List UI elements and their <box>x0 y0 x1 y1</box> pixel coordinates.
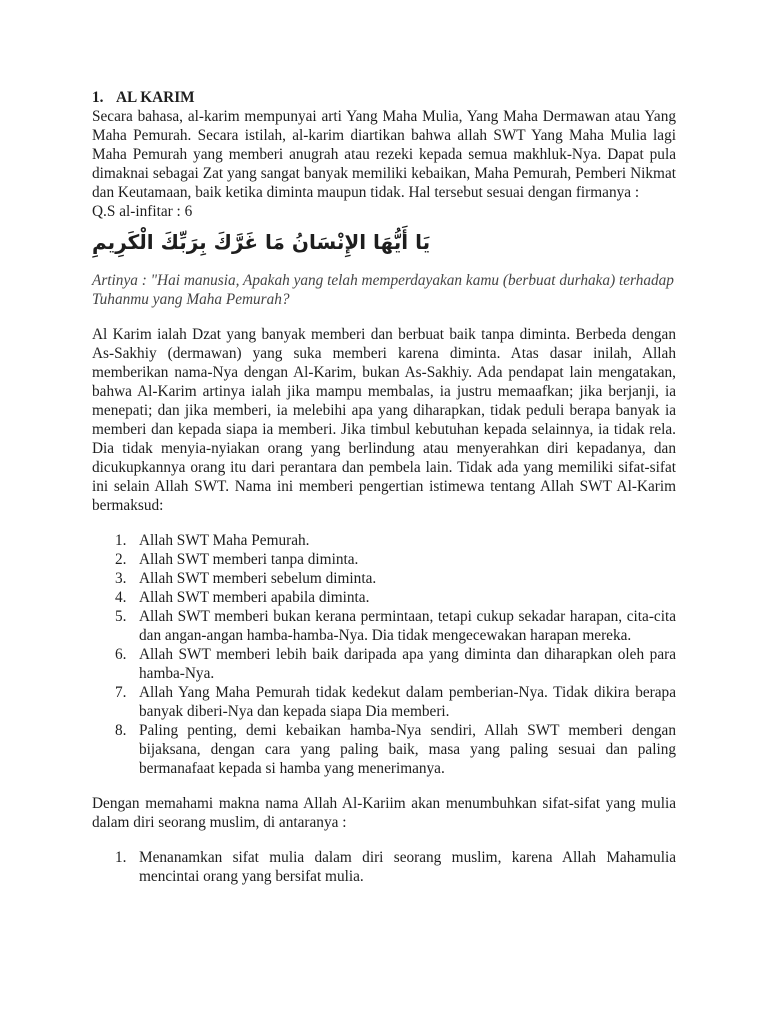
list-marker: 4. <box>115 589 127 606</box>
traits-list <box>92 848 676 886</box>
list-item <box>92 588 676 607</box>
list-marker: 1. <box>115 532 127 549</box>
list-item <box>92 848 676 886</box>
intro-paragraph: Secara bahasa, al-karim mempunyai arti Yang Maha Mulia, Yang Maha Dermawan atau Yang Maha Pemurah. Secara istilah, al-karim diartikan bahwa allah SWT Yang Maha Mulia lagi Maha Pemurah yang memberi anugrah atau rezeki kepada semua makhluk-Nya. Dapat pula dimaknai sebagai Zat yang sangat banyak memiliki kebaikan, Maha Pemurah, Pemberi Nikmat dan Keutamaan, baik ketika diminta maupun tidak. Hal tersebut sesuai dengan firmanya : <box>92 108 676 201</box>
verse-reference: Q.S al-infitar : 6 <box>92 203 193 220</box>
meaning-list <box>92 531 676 778</box>
list-item-text: Menanamkan sifat mulia dalam diri seorang muslim, karena Allah Mahamulia mencintai orang yang bersifat mulia. <box>139 849 676 885</box>
list-item-text: Allah SWT memberi lebih baik daripada apa yang diminta dan diharapkan oleh para hamba-Nya. <box>139 646 676 682</box>
list-marker: 6. <box>115 646 127 663</box>
list-item <box>92 721 676 778</box>
closing-paragraph: Dengan memahami makna nama Allah Al-Kariim akan menumbuhkan sifat-sifat yang mulia dalam diri seorang muslim, di antaranya : <box>92 795 676 831</box>
document-content <box>92 88 676 886</box>
list-item <box>92 550 676 569</box>
section-number: 1. <box>92 89 104 106</box>
list-item-text: Allah SWT Maha Pemurah. <box>139 532 310 549</box>
list-item-text: Allah SWT memberi sebelum diminta. <box>139 570 377 587</box>
list-marker: 3. <box>115 570 127 587</box>
arabic-verse: يَا أَيُّهَا الإِنْسَانُ مَا غَرَّكَ بِرَبِّكَ الْكَرِيمِ <box>92 230 431 254</box>
list-marker: 1. <box>115 849 127 866</box>
list-item <box>92 607 676 645</box>
section-title: AL KARIM <box>116 89 195 106</box>
verse-translation: Artinya : "Hai manusia, Apakah yang telah memperdayakan kamu (berbuat durhaka) terhadap Tuhanmu yang Maha Pemurah? <box>92 272 674 308</box>
al-karim-paragraph: Al Karim ialah Dzat yang banyak memberi dan berbuat baik tanpa diminta. Berbeda dengan As-Sakhiy (dermawan) yang suka memberi karena diminta. Atas dasar inilah, Allah memberikan nama-Nya dengan Al-Karim, bukan As-Sakhiy. Ada pendapat lain mengatakan, bahwa Al-Karim artinya ialah jika mampu membalas, ia justru memaafkan; jika berjanji, ia menepati; dan jika memberi, ia melebihi apa yang diharapkan, tidak peduli berapa banyak ia memberi dan kepada siapa ia memberi. Jika timbul kebutuhan kepada selainnya, ia tidak rela. Dia tidak menyia-nyiakan orang yang berlindung atau menyerahkan diri kepadanya, dan dicukupkannya orang itu dari perantara dan pembela lain. Tidak ada yang memiliki sifat-sifat ini selain Allah SWT. Nama ini memberi pengertian istimewa tentang Allah SWT Al-Karim bermaksud: <box>92 326 676 514</box>
list-item-text: Allah Yang Maha Pemurah tidak kedekut dalam pemberian-Nya. Tidak dikira berapa banyak diberi-Nya dan kepada siapa Dia memberi. <box>139 684 676 720</box>
list-item <box>92 531 676 550</box>
list-item-text: Allah SWT memberi bukan kerana permintaan, tetapi cukup sekadar harapan, cita-cita dan angan-angan hamba-hamba-Nya. Dia tidak mengecewakan harapan mereka. <box>139 608 676 644</box>
list-item <box>92 569 676 588</box>
list-marker: 5. <box>115 608 127 625</box>
list-item <box>92 645 676 683</box>
list-item <box>92 683 676 721</box>
list-item-text: Allah SWT memberi tanpa diminta. <box>139 551 359 568</box>
list-item-text: Paling penting, demi kebaikan hamba-Nya sendiri, Allah SWT memberi dengan bijaksana, dengan cara yang paling baik, masa yang paling sesuai dan paling bermanafaat kepada si hamba yang menerimanya. <box>139 722 676 777</box>
list-marker: 8. <box>115 722 127 739</box>
list-item-text: Allah SWT memberi apabila diminta. <box>139 589 370 606</box>
list-marker: 2. <box>115 551 127 568</box>
list-marker: 7. <box>115 684 127 701</box>
section-heading <box>92 88 676 107</box>
